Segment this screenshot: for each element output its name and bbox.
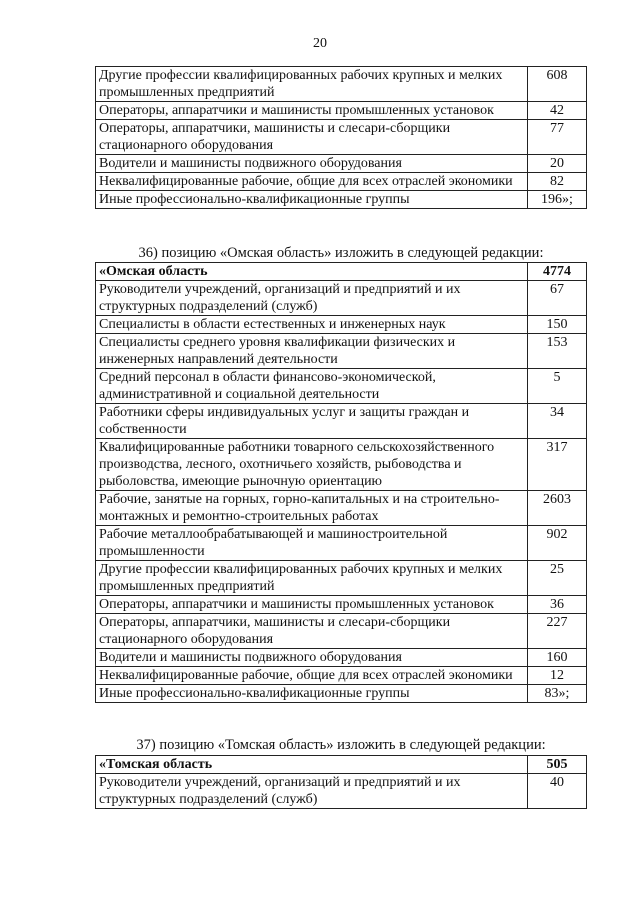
table-tomsk-body (96, 756, 587, 809)
occupation-count: 5 (528, 369, 587, 404)
occupation-group: Квалифицированные работники товарного сельскохозяйственного производства, лесного, охотничьего хозяйств, рыбоводства и рыболовства, имеющие рыночную ориентацию (96, 439, 528, 491)
occupation-count: 12 (528, 667, 587, 685)
occupation-group: Неквалифицированные рабочие, общие для всех отраслей экономики (96, 173, 528, 191)
occupation-count: 67 (528, 281, 587, 316)
occupation-count: 82 (528, 173, 587, 191)
occupation-count: 902 (528, 526, 587, 561)
table-row (96, 561, 587, 596)
occupation-group: Операторы, аппаратчики и машинисты промышленных установок (96, 102, 528, 120)
table-row (96, 191, 587, 209)
occupation-count: 77 (528, 120, 587, 155)
table-header-row (96, 263, 587, 281)
table-row (96, 173, 587, 191)
table-omsk-body (96, 263, 587, 703)
occupation-count: 20 (528, 155, 587, 173)
occupation-count: 34 (528, 404, 587, 439)
table-tomsk (95, 755, 587, 809)
occupation-count: 40 (528, 774, 587, 809)
occupation-count: 150 (528, 316, 587, 334)
occupation-group: Специалисты в области естественных и инженерных наук (96, 316, 528, 334)
occupation-count: 153 (528, 334, 587, 369)
table-row (96, 316, 587, 334)
region-total: 505 (528, 756, 587, 774)
occupation-group: Другие профессии квалифицированных рабочих крупных и мелких промышленных предприятий (96, 67, 528, 102)
occupation-group: Иные профессионально-квалификационные группы (96, 685, 528, 703)
occupation-group: Средний персонал в области финансово-экономической, административной и социальной деятельности (96, 369, 528, 404)
instruction-tomsk: 37) позицию «Томская область» изложить в следующей редакции: (136, 737, 546, 753)
table-continuation (95, 66, 587, 209)
occupation-group: Операторы, аппаратчики, машинисты и слесари-сборщики стационарного оборудования (96, 120, 528, 155)
occupation-group: Работники сферы индивидуальных услуг и защиты граждан и собственности (96, 404, 528, 439)
occupation-group: Операторы, аппаратчики, машинисты и слесари-сборщики стационарного оборудования (96, 614, 528, 649)
occupation-count: 2603 (528, 491, 587, 526)
occupation-group: Операторы, аппаратчики и машинисты промышленных установок (96, 596, 528, 614)
table-row (96, 369, 587, 404)
occupation-group: Руководители учреждений, организаций и предприятий и их структурных подразделений (служб) (96, 774, 528, 809)
occupation-count: 227 (528, 614, 587, 649)
region-name: «Томская область (96, 756, 528, 774)
occupation-group: Специалисты среднего уровня квалификации физических и инженерных направлений деятельности (96, 334, 528, 369)
occupation-group: Иные профессионально-квалификационные группы (96, 191, 528, 209)
occupation-group: Водители и машинисты подвижного оборудования (96, 155, 528, 173)
table-omsk (95, 262, 587, 703)
table-row (96, 102, 587, 120)
region-total: 4774 (528, 263, 587, 281)
occupation-count: 196»; (528, 191, 587, 209)
table-row (96, 649, 587, 667)
occupation-count: 42 (528, 102, 587, 120)
region-name: «Омская область (96, 263, 528, 281)
occupation-group: Рабочие металлообрабатывающей и машиностроительной промышленности (96, 526, 528, 561)
table-row (96, 404, 587, 439)
table-row (96, 281, 587, 316)
table-row (96, 334, 587, 369)
table-row (96, 685, 587, 703)
occupation-group: Водители и машинисты подвижного оборудования (96, 649, 528, 667)
table-continuation-body (96, 67, 587, 209)
occupation-count: 608 (528, 67, 587, 102)
table-header-row (96, 756, 587, 774)
table-row (96, 491, 587, 526)
occupation-count: 160 (528, 649, 587, 667)
table-row (96, 774, 587, 809)
table-row (96, 439, 587, 491)
page-number: 20 (313, 36, 327, 51)
occupation-count: 317 (528, 439, 587, 491)
table-row (96, 667, 587, 685)
occupation-count: 25 (528, 561, 587, 596)
table-row (96, 67, 587, 102)
table-row (96, 596, 587, 614)
occupation-group: Неквалифицированные рабочие, общие для всех отраслей экономики (96, 667, 528, 685)
table-row (96, 526, 587, 561)
table-row (96, 155, 587, 173)
occupation-group: Другие профессии квалифицированных рабочих крупных и мелких промышленных предприятий (96, 561, 528, 596)
occupation-count: 36 (528, 596, 587, 614)
table-row (96, 120, 587, 155)
occupation-count: 83»; (528, 685, 587, 703)
occupation-group: Рабочие, занятые на горных, горно-капитальных и на строительно-монтажных и ремонтно-строительных работах (96, 491, 528, 526)
instruction-omsk: 36) позицию «Омская область» изложить в следующей редакции: (138, 245, 544, 261)
occupation-group: Руководители учреждений, организаций и предприятий и их структурных подразделений (служб) (96, 281, 528, 316)
table-row (96, 614, 587, 649)
